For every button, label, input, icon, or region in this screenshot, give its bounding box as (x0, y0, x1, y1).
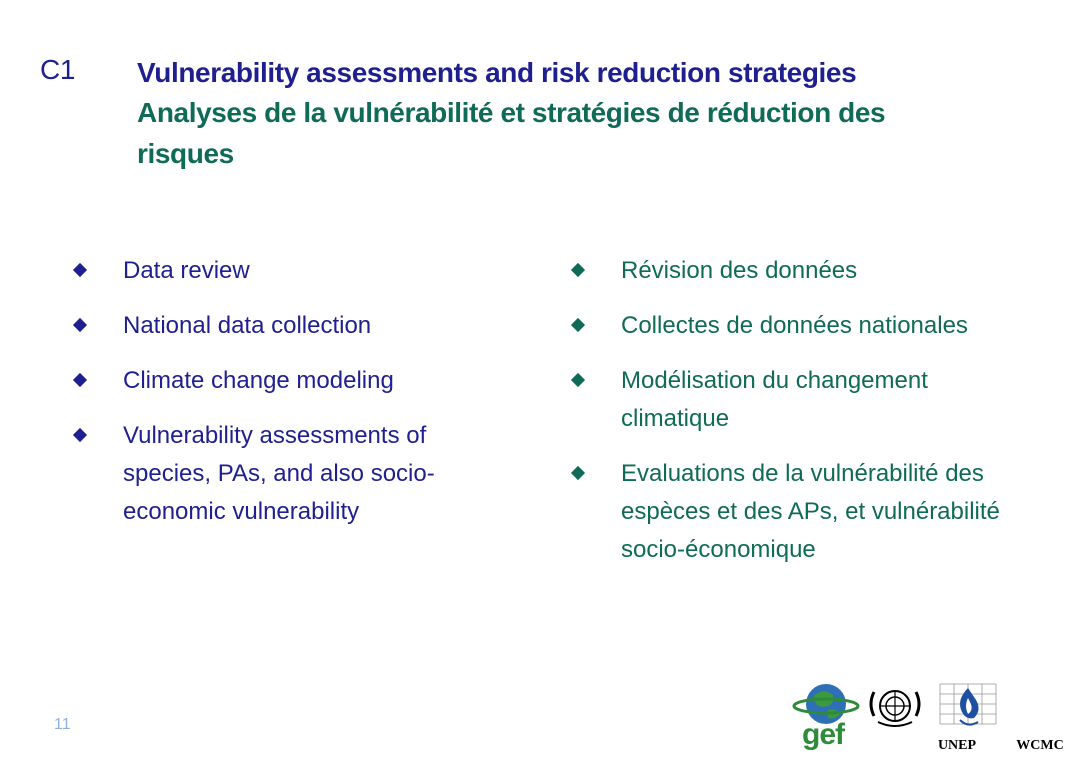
slide-title (137, 54, 997, 174)
list-item (568, 252, 1008, 290)
list-item-text: Modélisation du changement climatique (621, 367, 928, 432)
list-item-text: Data review (123, 257, 250, 284)
diamond-bullet-icon (73, 428, 87, 442)
title-french: Analyses de la vulnérabilité et stratégies de réduction des risques (137, 97, 886, 169)
list-item-text: Collectes de données nationales (621, 312, 968, 339)
diamond-bullet-icon (571, 466, 585, 480)
diamond-bullet-icon (73, 318, 87, 332)
diamond-bullet-icon (73, 263, 87, 277)
diamond-bullet-icon (571, 373, 585, 387)
partner-logos (792, 678, 1064, 758)
gef-logo-icon (792, 678, 860, 754)
bullet-list-english (70, 252, 500, 548)
title-english: Vulnerability assessments and risk reduction strategies (137, 57, 857, 88)
list-item-text: Climate change modeling (123, 367, 394, 394)
bullet-list-french (568, 252, 1008, 586)
wcmc-logo-icon (932, 680, 1064, 754)
unep-logo-icon (864, 682, 977, 754)
gef-logo-text: gef (802, 718, 844, 751)
page-number: 11 (54, 716, 71, 733)
list-item (568, 455, 1008, 569)
slide-code: C1 (40, 54, 76, 85)
list-item (568, 362, 1008, 438)
list-item (70, 362, 500, 400)
list-item-text: National data collection (123, 312, 372, 339)
wcmc-logo-text: WCMC (1016, 738, 1064, 753)
list-item (70, 417, 500, 531)
diamond-bullet-icon (571, 263, 585, 277)
list-item (70, 252, 500, 290)
list-item-text: Vulnerability assessments of species, PAs, and also socio-economic vulnerability (123, 422, 435, 525)
diamond-bullet-icon (571, 318, 585, 332)
list-item-text: Evaluations de la vulnérabilité des espèces et des APs, et vulnérabilité socio-économique (621, 460, 1000, 563)
unep-logo-text: UNEP (937, 738, 977, 753)
list-item-text: Révision des données (621, 257, 858, 284)
diamond-bullet-icon (73, 373, 87, 387)
list-item (70, 307, 500, 345)
list-item (568, 307, 1008, 345)
